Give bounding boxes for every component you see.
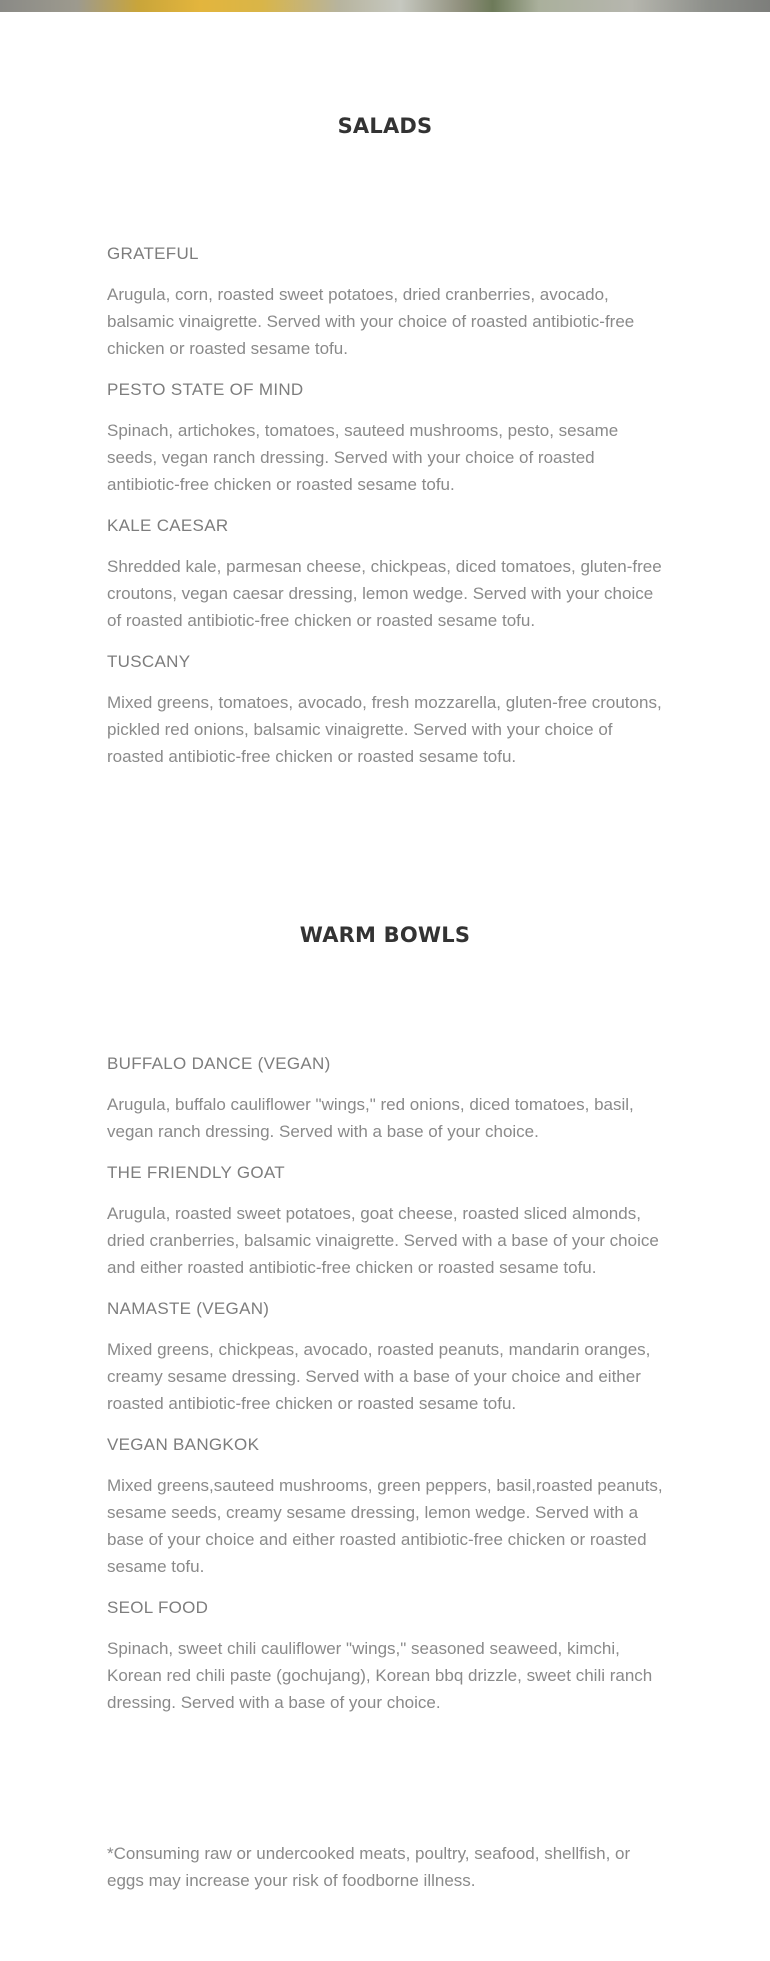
menu-item-description: Mixed greens, chickpeas, avocado, roasted peanuts, mandarin oranges, creamy sesame dressing. Served with a base of your choice and either roasted antibiotic-free chicken or roasted sesame tofu. bbox=[107, 1340, 651, 1413]
menu-item-description: Arugula, roasted sweet potatoes, goat cheese, roasted sliced almonds, dried cranberries, balsamic vinaigrette. Served with a base of your choice and either roasted antibiotic-free chicken or roasted sesame tofu. bbox=[107, 1204, 659, 1277]
hero-image bbox=[0, 0, 770, 12]
menu-item-name: KALE CAESAR bbox=[107, 516, 229, 535]
menu-item-description: Arugula, corn, roasted sweet potatoes, dried cranberries, avocado, balsamic vinaigrette. Served with your choice of roasted antibiotic-free chicken or roasted sesame tofu. bbox=[107, 285, 635, 358]
menu-item-description: Arugula, buffalo cauliflower "wings," red onions, diced tomatoes, basil, vegan ranch dressing. Served with a base of your choice. bbox=[107, 1095, 634, 1141]
menu-item-description: Shredded kale, parmesan cheese, chickpeas, diced tomatoes, gluten-free croutons, vegan caesar dressing, lemon wedge. Served with your choice of roasted antibiotic-free chicken or roasted sesame tofu. bbox=[107, 557, 662, 630]
menu-item-description: Mixed greens, tomatoes, avocado, fresh mozzarella, gluten-free croutons, pickled red onions, balsamic vinaigrette. Served with your choice of roasted antibiotic-free chicken or roasted sesame tofu. bbox=[107, 693, 662, 766]
menu-item-description: Mixed greens,sauteed mushrooms, green peppers, basil,roasted peanuts, sesame seeds, creamy sesame dressing, lemon wedge. Served with a base of your choice and either roasted antibiotic-free chicken or roasted sesame tofu. bbox=[107, 1476, 663, 1576]
menu-item-description: Spinach, artichokes, tomatoes, sauteed mushrooms, pesto, sesame seeds, vegan ranch dressing. Served with your choice of roasted antibiotic-free chicken or roasted sesame tofu. bbox=[107, 421, 619, 494]
foodborne-illness-disclaimer: *Consuming raw or undercooked meats, poultry, seafood, shellfish, or eggs may increase your risk of foodborne illness. bbox=[107, 1844, 631, 1890]
menu-item-name: NAMASTE (VEGAN) bbox=[107, 1299, 270, 1318]
menu-item-description: Spinach, sweet chili cauliflower "wings," seasoned seaweed, kimchi, Korean red chili paste (gochujang), Korean bbq drizzle, sweet chili ranch dressing. Served with a base of your choice. bbox=[107, 1639, 653, 1712]
menu-item-name: GRATEFUL bbox=[107, 244, 199, 263]
menu-item-name: BUFFALO DANCE (VEGAN) bbox=[107, 1054, 331, 1073]
menu-item-name: THE FRIENDLY GOAT bbox=[107, 1163, 285, 1182]
warm-bowls-list bbox=[107, 1050, 667, 1730]
section-title-warm-bowls: WARM BOWLS bbox=[299, 923, 471, 947]
salads-list bbox=[107, 240, 667, 784]
menu-item-name: SEOL FOOD bbox=[107, 1598, 209, 1617]
menu-item-name: VEGAN BANGKOK bbox=[107, 1435, 260, 1454]
section-title-salads: SALADS bbox=[337, 114, 433, 138]
menu-item-name: TUSCANY bbox=[107, 652, 191, 671]
menu-item-name: PESTO STATE OF MIND bbox=[107, 380, 304, 399]
